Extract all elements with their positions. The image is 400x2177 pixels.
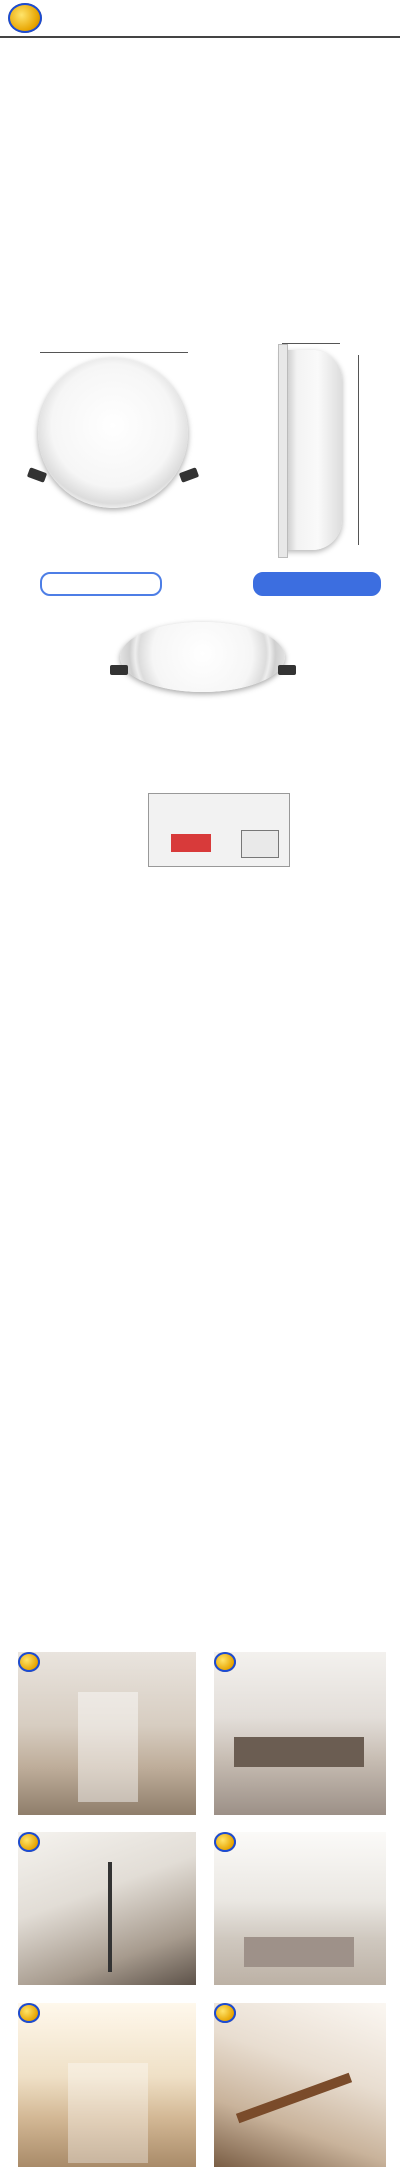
brand-logo-small-2	[214, 1652, 236, 1672]
angle-clip-right	[278, 665, 296, 675]
scene-photo-hallway	[18, 1652, 196, 1815]
brand-logo-small-4	[214, 1832, 236, 1852]
terminal-block	[241, 830, 279, 858]
angle-clip-left	[110, 665, 128, 675]
brand-logo-small-5	[18, 2003, 40, 2023]
spring-clip-left	[27, 467, 47, 483]
sensing-pattern-side	[20, 1468, 250, 1563]
diameter-line	[40, 352, 188, 353]
brand-logo-small-1	[18, 1652, 40, 1672]
dip-switch	[171, 834, 211, 852]
scene-photo-staircase	[18, 1832, 196, 1985]
brand-logo	[8, 3, 42, 33]
lamp-side-rim	[278, 344, 288, 558]
scene-photo-corridor	[18, 2003, 196, 2167]
cutout-line	[358, 355, 359, 545]
scene-photo-spiral-stairs	[214, 2003, 386, 2167]
title-underline	[0, 36, 400, 38]
spring-clip-right	[179, 467, 199, 483]
sensing-pattern-top	[272, 1458, 372, 1558]
depth-line	[282, 343, 340, 344]
lamp-front-image	[38, 358, 188, 508]
heatsink-tag	[253, 572, 381, 596]
lamp-angle-image	[120, 622, 285, 692]
scene-photo-living-room	[214, 1832, 386, 1985]
diffuser-tag	[40, 572, 162, 596]
brand-logo-small-6	[214, 2003, 236, 2023]
controller-board-image	[148, 793, 290, 867]
lamp-side-image	[282, 350, 342, 550]
brand-logo-small-3	[18, 1832, 40, 1852]
scene-photo-kitchen	[214, 1652, 386, 1815]
